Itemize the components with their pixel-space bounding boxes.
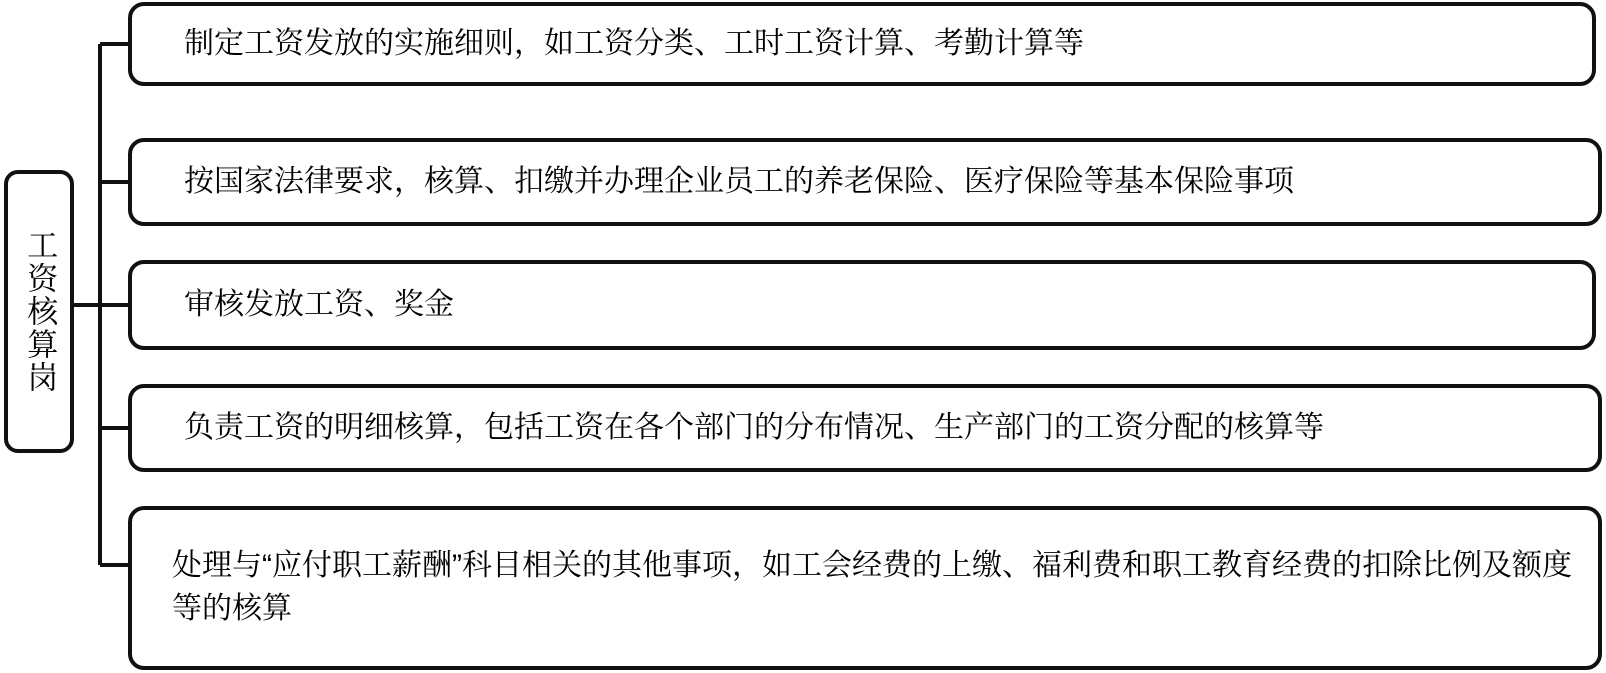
root-node-salary-accounting-post[interactable] bbox=[4, 170, 74, 453]
branch-node-4[interactable] bbox=[128, 384, 1602, 472]
branch-node-5-label: 处理与“应付职工薪酬”科目相关的其他事项，如工会经费的上缴、福利费和职工教育经费的扣除比例及额度等的核算 bbox=[172, 549, 1572, 625]
branch-node-1-label: 制定工资发放的实施细则，如工资分类、工时工资计算、考勤计算等 bbox=[184, 26, 1084, 60]
branch-node-2[interactable] bbox=[128, 138, 1602, 226]
root-node-label: 工资核算岗 bbox=[22, 229, 58, 394]
branch-node-3-label: 审核发放工资、奖金 bbox=[184, 287, 454, 321]
branch-node-3[interactable] bbox=[128, 260, 1596, 350]
branch-node-4-label: 负责工资的明细核算，包括工资在各个部门的分布情况、生产部门的工资分配的核算等 bbox=[184, 410, 1324, 444]
branch-node-2-label: 按国家法律要求，核算、扣缴并办理企业员工的养老保险、医疗保险等基本保险事项 bbox=[184, 164, 1294, 198]
branch-node-5[interactable] bbox=[128, 506, 1602, 670]
branch-node-1[interactable] bbox=[128, 2, 1596, 86]
